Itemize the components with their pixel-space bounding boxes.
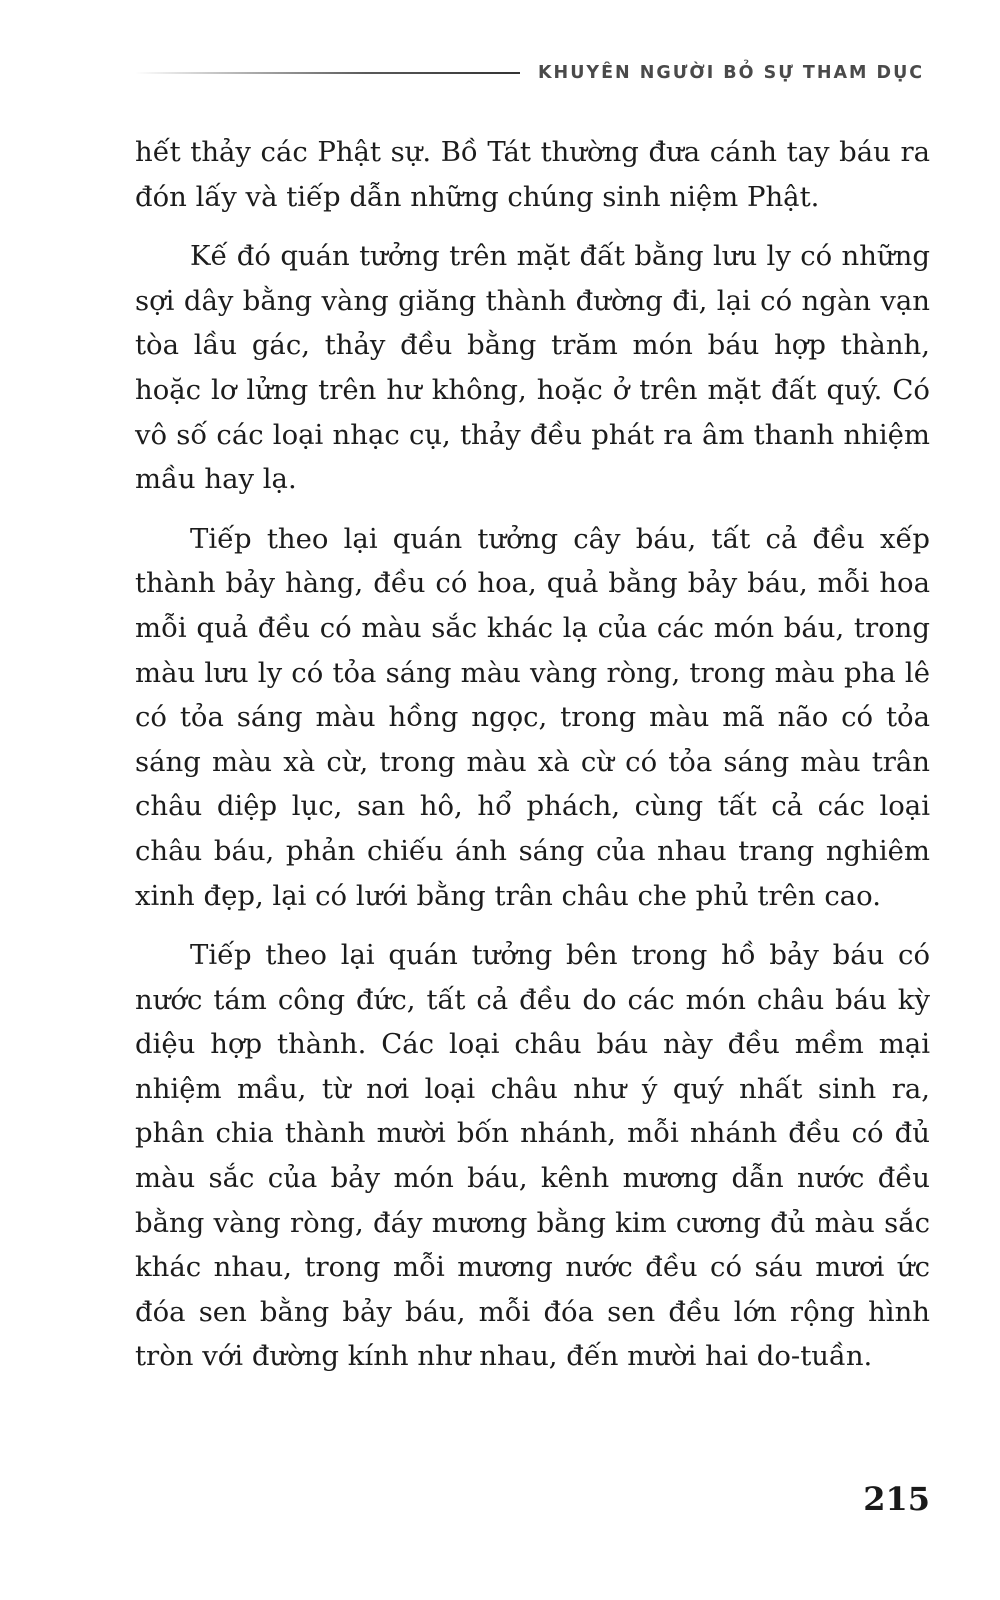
- running-header: [135, 58, 935, 88]
- paragraph-2: Kế đó quán tưởng trên mặt đất bằng lưu ly có những sợi dây bằng vàng giăng thành đường đi, lại có ngàn vạn tòa lầu gác, thảy đều bằng trăm món báu hợp thành, hoặc lơ lửng trên hư không, hoặc ở trên mặt đất quý. Có vô số các loại nhạc cụ, thảy đều phát ra âm thanh nhiệm mầu hay lạ.: [135, 240, 930, 496]
- page-number: 215: [863, 1480, 930, 1518]
- header-rule: [135, 72, 520, 74]
- page-body: [135, 130, 930, 1394]
- paragraph-3: Tiếp theo lại quán tưởng cây báu, tất cả đều xếp thành bảy hàng, đều có hoa, quả bằng bảy báu, mỗi hoa mỗi quả đều có màu sắc khác lạ của các món báu, trong màu lưu ly có tỏa sáng màu vàng ròng, trong màu pha lê có tỏa sáng màu hồng ngọc, trong màu mã não có tỏa sáng màu xà cừ, trong màu xà cừ có tỏa sáng màu trân châu diệp lục, san hô, hổ phách, cùng tất cả các loại châu báu, phản chiếu ánh sáng của nhau trang nghiêm xinh đẹp, lại có lưới bằng trân châu che phủ trên cao.: [135, 522, 930, 912]
- paragraph-4: Tiếp theo lại quán tưởng bên trong hồ bảy báu có nước tám công đức, tất cả đều do các món châu báu kỳ diệu hợp thành. Các loại châu báu này đều mềm mại nhiệm mầu, từ nơi loại châu như ý quý nhất sinh ra, phân chia thành mười bốn nhánh, mỗi nhánh đều có đủ màu sắc của bảy món báu, kênh mương dẫn nước đều bằng vàng ròng, đáy mương bằng kim cương đủ màu sắc khác nhau, trong mỗi mương nước đều có sáu mươi ức đóa sen bằng bảy báu, mỗi đóa sen đều lớn rộng hình tròn với đường kính như nhau, đến mười hai do-tuần.: [135, 939, 930, 1373]
- header-title: KHUYÊN NGƯỜI BỎ SỰ THAM DỤC: [538, 63, 925, 83]
- paragraph-1: hết thảy các Phật sự. Bồ Tát thường đưa cánh tay báu ra đón lấy và tiếp dẫn những chúng sinh niệm Phật.: [135, 136, 930, 213]
